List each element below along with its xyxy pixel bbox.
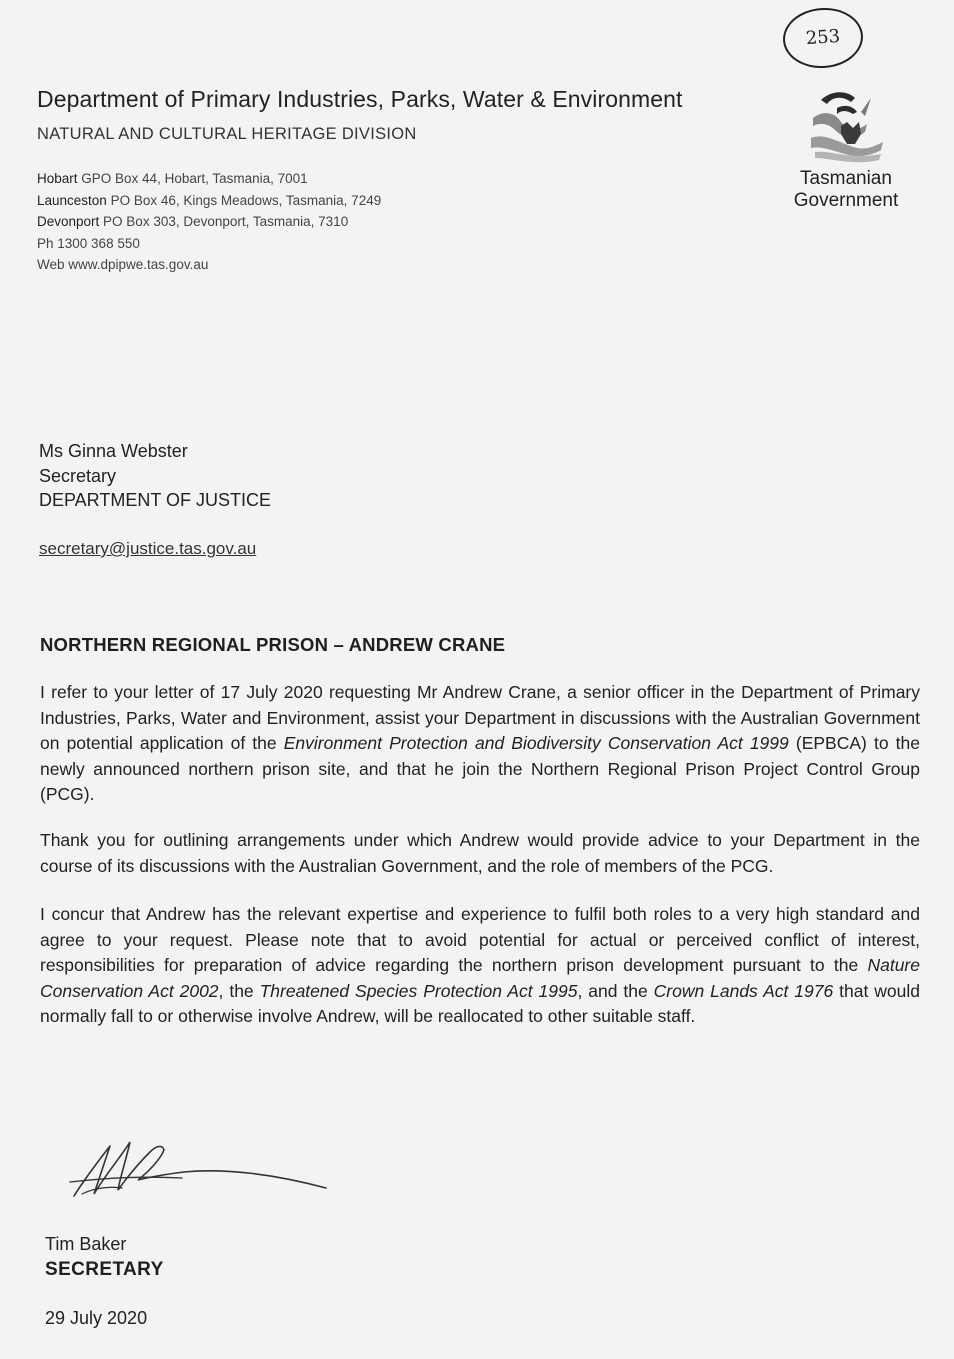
recipient-block: [39, 439, 271, 513]
folio-number-circle: [781, 5, 865, 70]
recipient-organisation: DEPARTMENT OF JUSTICE: [39, 490, 272, 510]
web-line: Web www.dpipwe.tas.gov.au: [37, 257, 209, 272]
tasmanian-tiger-logo-icon: [801, 88, 891, 166]
address-devonport: Devonport PO Box 303, Devonport, Tasmania, 7310: [37, 214, 349, 229]
phone-line: Ph 1300 368 550: [37, 235, 140, 251]
tasmanian-government-logo: [778, 88, 914, 212]
act-reference: Nature Conservation Act 2002: [40, 955, 920, 1001]
paragraph-1: I refer to your letter of 17 July 2020 requesting Mr Andrew Crane, a senior officer in the Department of Primary Industries, Parks, Water and Environment, assist your Department in discussions with the Australian Government on potential application of the Environment Protection and Biodiversity Conservation Act 1999 (EPBCA) to the newly announced northern prison site, and that he join the Northern Regional Prison Project Control Group (PCG).: [40, 682, 920, 804]
paragraph-2: Thank you for outlining arrangements under which Andrew would provide advice to your Department in the course of its discussions with the Australian Government, and the role of members of the PCG.: [40, 830, 920, 876]
act-reference: Threatened Species Protection Act 1995: [259, 980, 578, 1001]
folio-number: 253: [805, 25, 841, 50]
signer-title: SECRETARY: [45, 1259, 164, 1280]
department-title: Department of Primary Industries, Parks, Water & Environment: [37, 86, 683, 112]
logo-text-government: Government: [793, 190, 899, 211]
recipient-title: Secretary: [39, 465, 117, 486]
recipient-name: Ms Ginna Webster: [39, 441, 188, 461]
handwritten-signature: [64, 1130, 334, 1200]
act-reference: Crown Lands Act 1976: [653, 980, 834, 1001]
logo-text-tasmanian: Tasmanian: [800, 168, 892, 189]
signer-name: Tim Baker: [45, 1234, 127, 1254]
recipient-email: secretary@justice.tas.gov.au: [39, 539, 257, 558]
act-reference: Environment Protection and Biodiversity Conservation Act 1999: [283, 733, 789, 753]
letter-date: 29 July 2020: [45, 1308, 148, 1328]
address-block: [37, 168, 381, 276]
address-hobart: Hobart GPO Box 44, Hobart, Tasmania, 7001: [37, 171, 308, 186]
address-launceston: Launceston PO Box 46, Kings Meadows, Tasmania, 7249: [37, 192, 382, 208]
division-name: NATURAL AND CULTURAL HERITAGE DIVISION: [37, 125, 417, 143]
subject-line: NORTHERN REGIONAL PRISON – ANDREW CRANE: [40, 634, 506, 655]
paragraph-3: I concur that Andrew has the relevant expertise and experience to fulfil both roles to a very high standard and agree to your request. Please note that to avoid potential for actual or perceived conflict of interest, responsibilities for preparation of advice regarding the northern prison development pursuant to the Nature Conservation Act 2002, the Threatened Species Protection Act 1995, and the Crown Lands Act 1976 that would normally fall to or otherwise involve Andrew, will be reallocated to other suitable staff.: [40, 904, 921, 1026]
